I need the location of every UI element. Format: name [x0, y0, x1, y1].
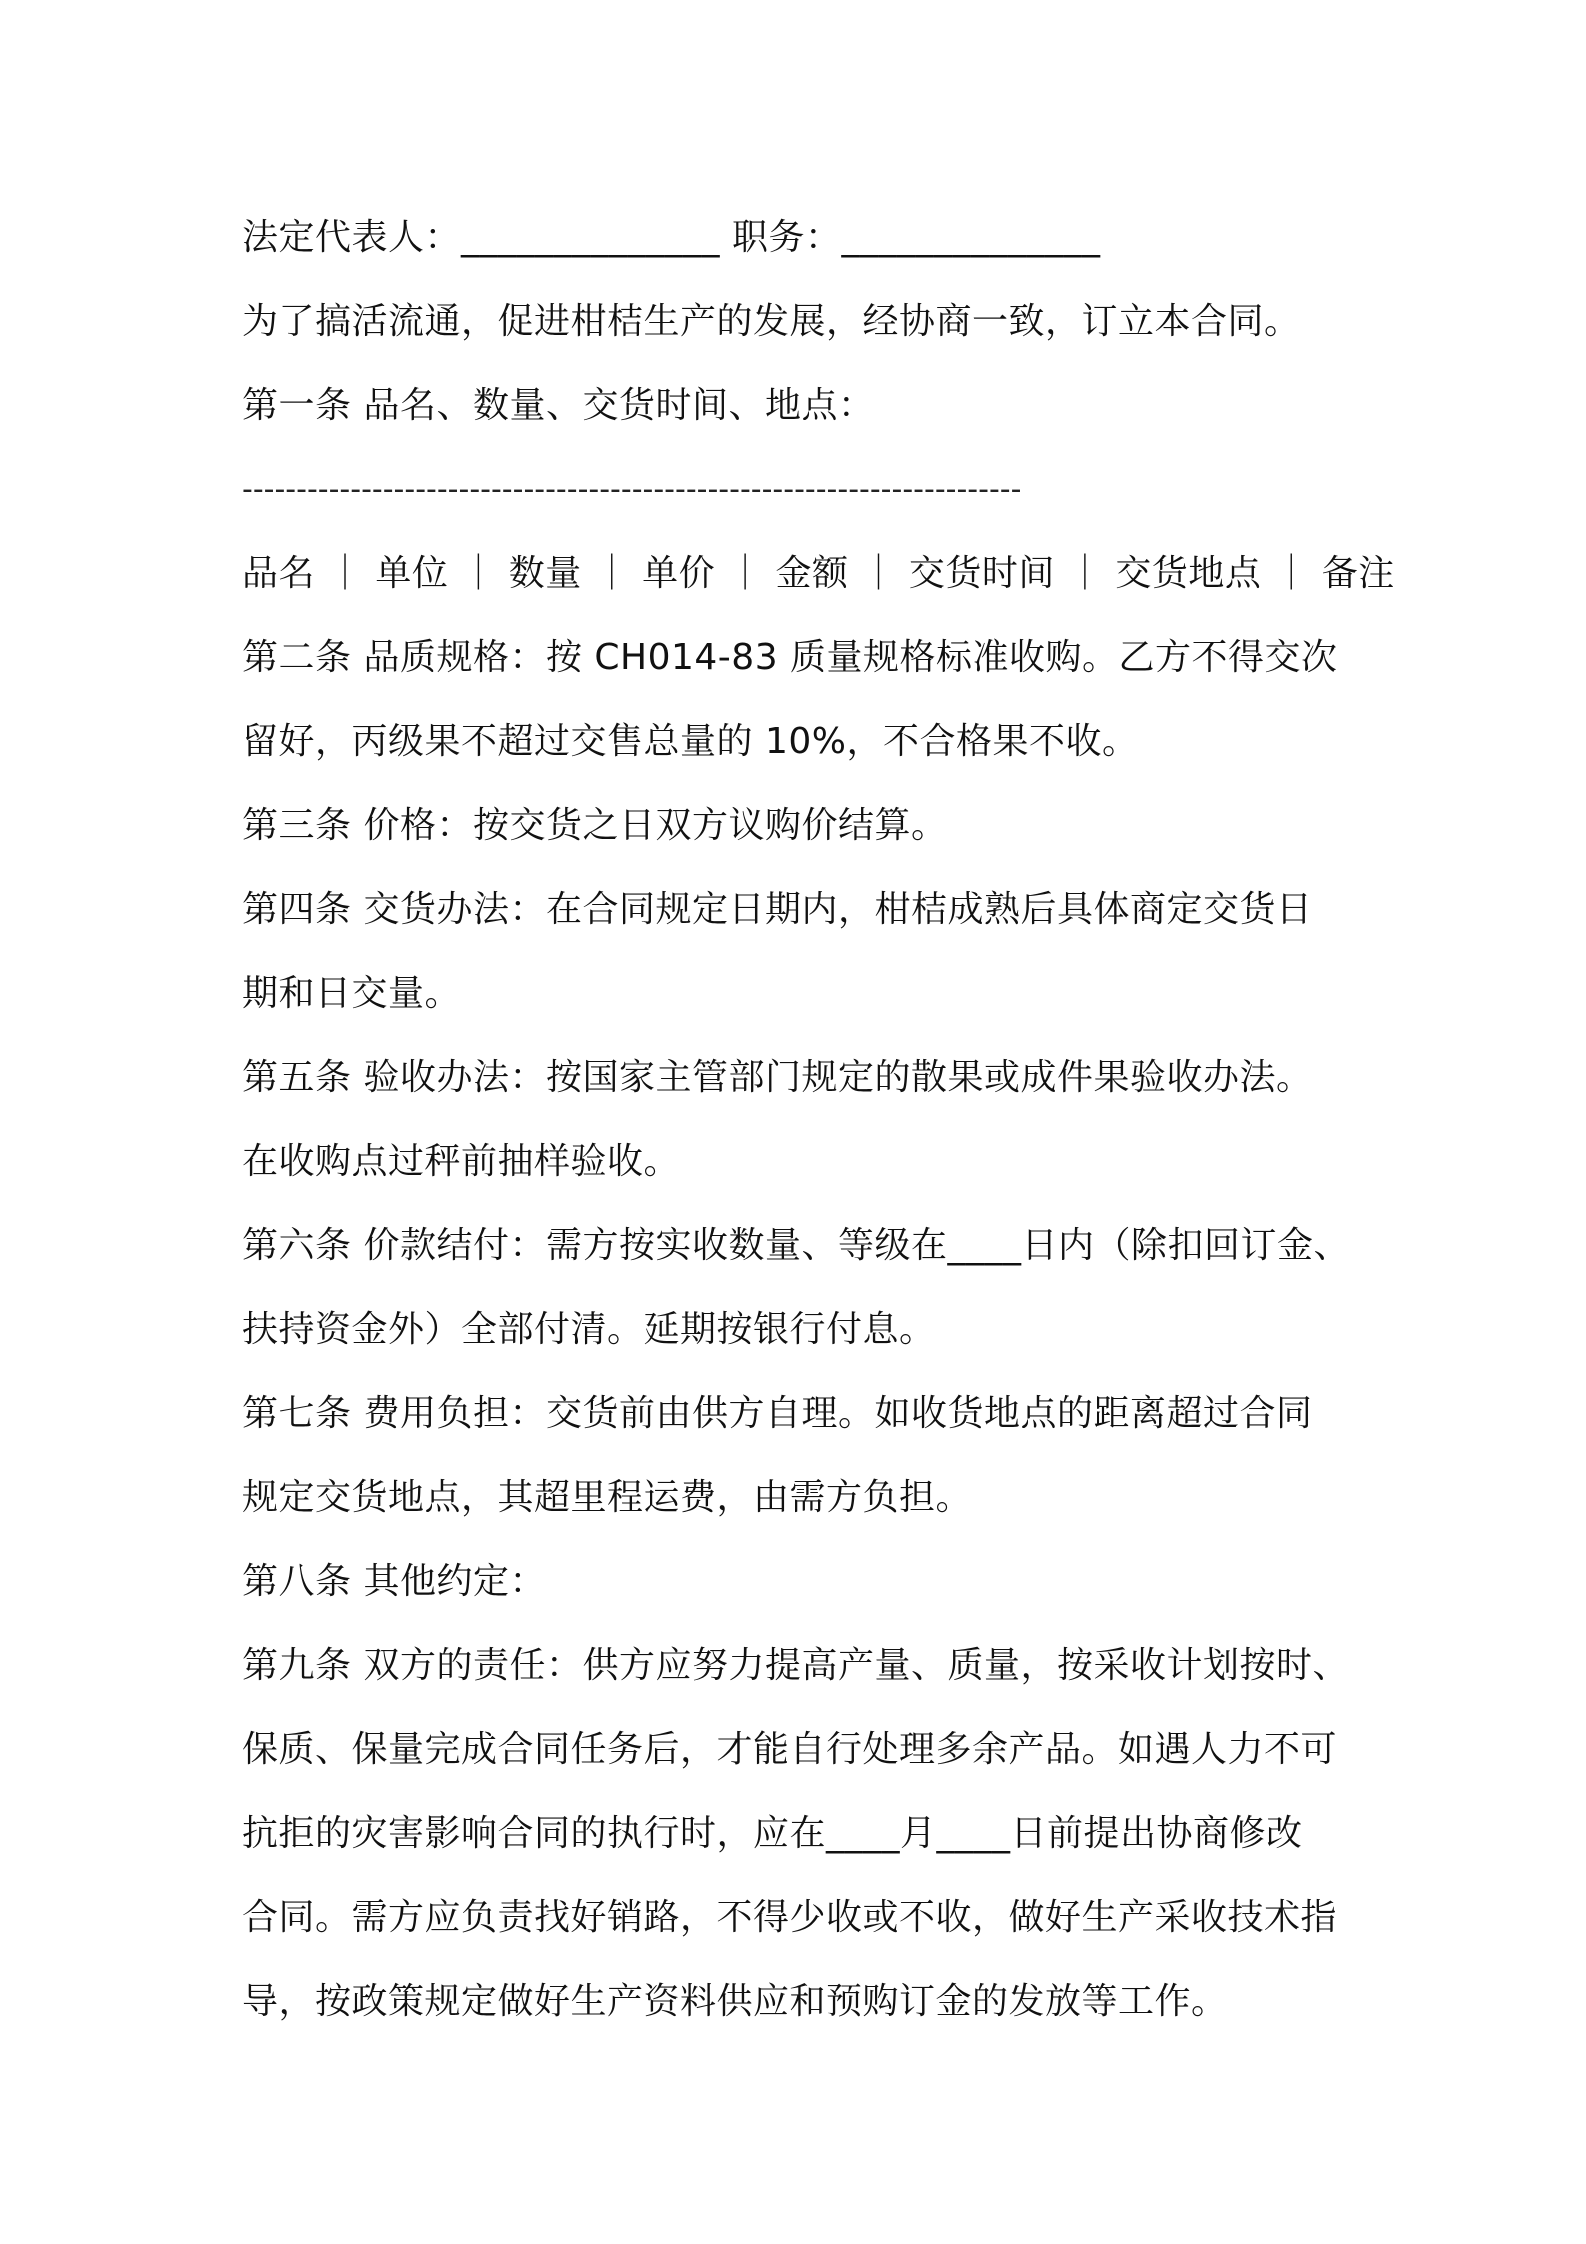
article-1-heading: 第一条 品名、数量、交货时间、地点：: [242, 385, 875, 426]
article-9-line-4: 合同。需方应负责找好销路，不得少收或不收，做好生产采收技术指: [242, 1897, 1338, 1938]
representative-line: 法定代表人：______________ 职务：______________: [242, 217, 1101, 258]
article-2-line-2: 留好，丙级果不超过交售总量的 10%，不合格果不收。: [242, 721, 1139, 762]
article-9-line-5: 导，按政策规定做好生产资料供应和预购订金的发放等工作。: [242, 1981, 1228, 2022]
table-header-line: 品名 ｜ 单位 ｜ 数量 ｜ 单价 ｜ 金额 ｜ 交货时间 ｜ 交货地点 ｜ 备注: [242, 553, 1395, 594]
article-7-line-1: 第七条 费用负担：交货前由供方自理。如收货地点的距离超过合同: [242, 1393, 1313, 1434]
table-divider-line: ------------------------------------------------------------------------: [242, 472, 1022, 507]
article-6-line-1: 第六条 价款结付：需方按实收数量、等级在____日内（除扣回订金、: [242, 1225, 1350, 1266]
article-9-line-3: 抗拒的灾害影响合同的执行时，应在____月____日前提出协商修改: [242, 1813, 1303, 1854]
article-5-line-1: 第五条 验收办法：按国家主管部门规定的散果或成件果验收办法。: [242, 1057, 1313, 1098]
article-3-line: 第三条 价格：按交货之日双方议购价结算。: [242, 805, 948, 846]
article-9-line-1: 第九条 双方的责任：供方应努力提高产量、质量，按采收计划按时、: [242, 1645, 1349, 1686]
article-4-line-2: 期和日交量。: [242, 973, 462, 1014]
article-4-line-1: 第四条 交货办法：在合同规定日期内，柑桔成熟后具体商定交货日: [242, 889, 1313, 930]
article-5-line-2: 在收购点过秤前抽样验收。: [242, 1141, 681, 1182]
article-2-line-1: 第二条 品质规格：按 CH014-83 质量规格标准收购。乙方不得交次: [242, 637, 1338, 678]
preamble-line: 为了搞活流通，促进柑桔生产的发展，经协商一致，订立本合同。: [242, 301, 1301, 342]
article-8-line: 第八条 其他约定：: [242, 1561, 546, 1602]
article-6-line-2: 扶持资金外）全部付清。延期按银行付息。: [242, 1309, 936, 1350]
article-7-line-2: 规定交货地点，其超里程运费，由需方负担。: [242, 1477, 973, 1518]
article-9-line-2: 保质、保量完成合同任务后，才能自行处理多余产品。如遇人力不可: [242, 1729, 1338, 1770]
contract-page: [242, 196, 1395, 2044]
